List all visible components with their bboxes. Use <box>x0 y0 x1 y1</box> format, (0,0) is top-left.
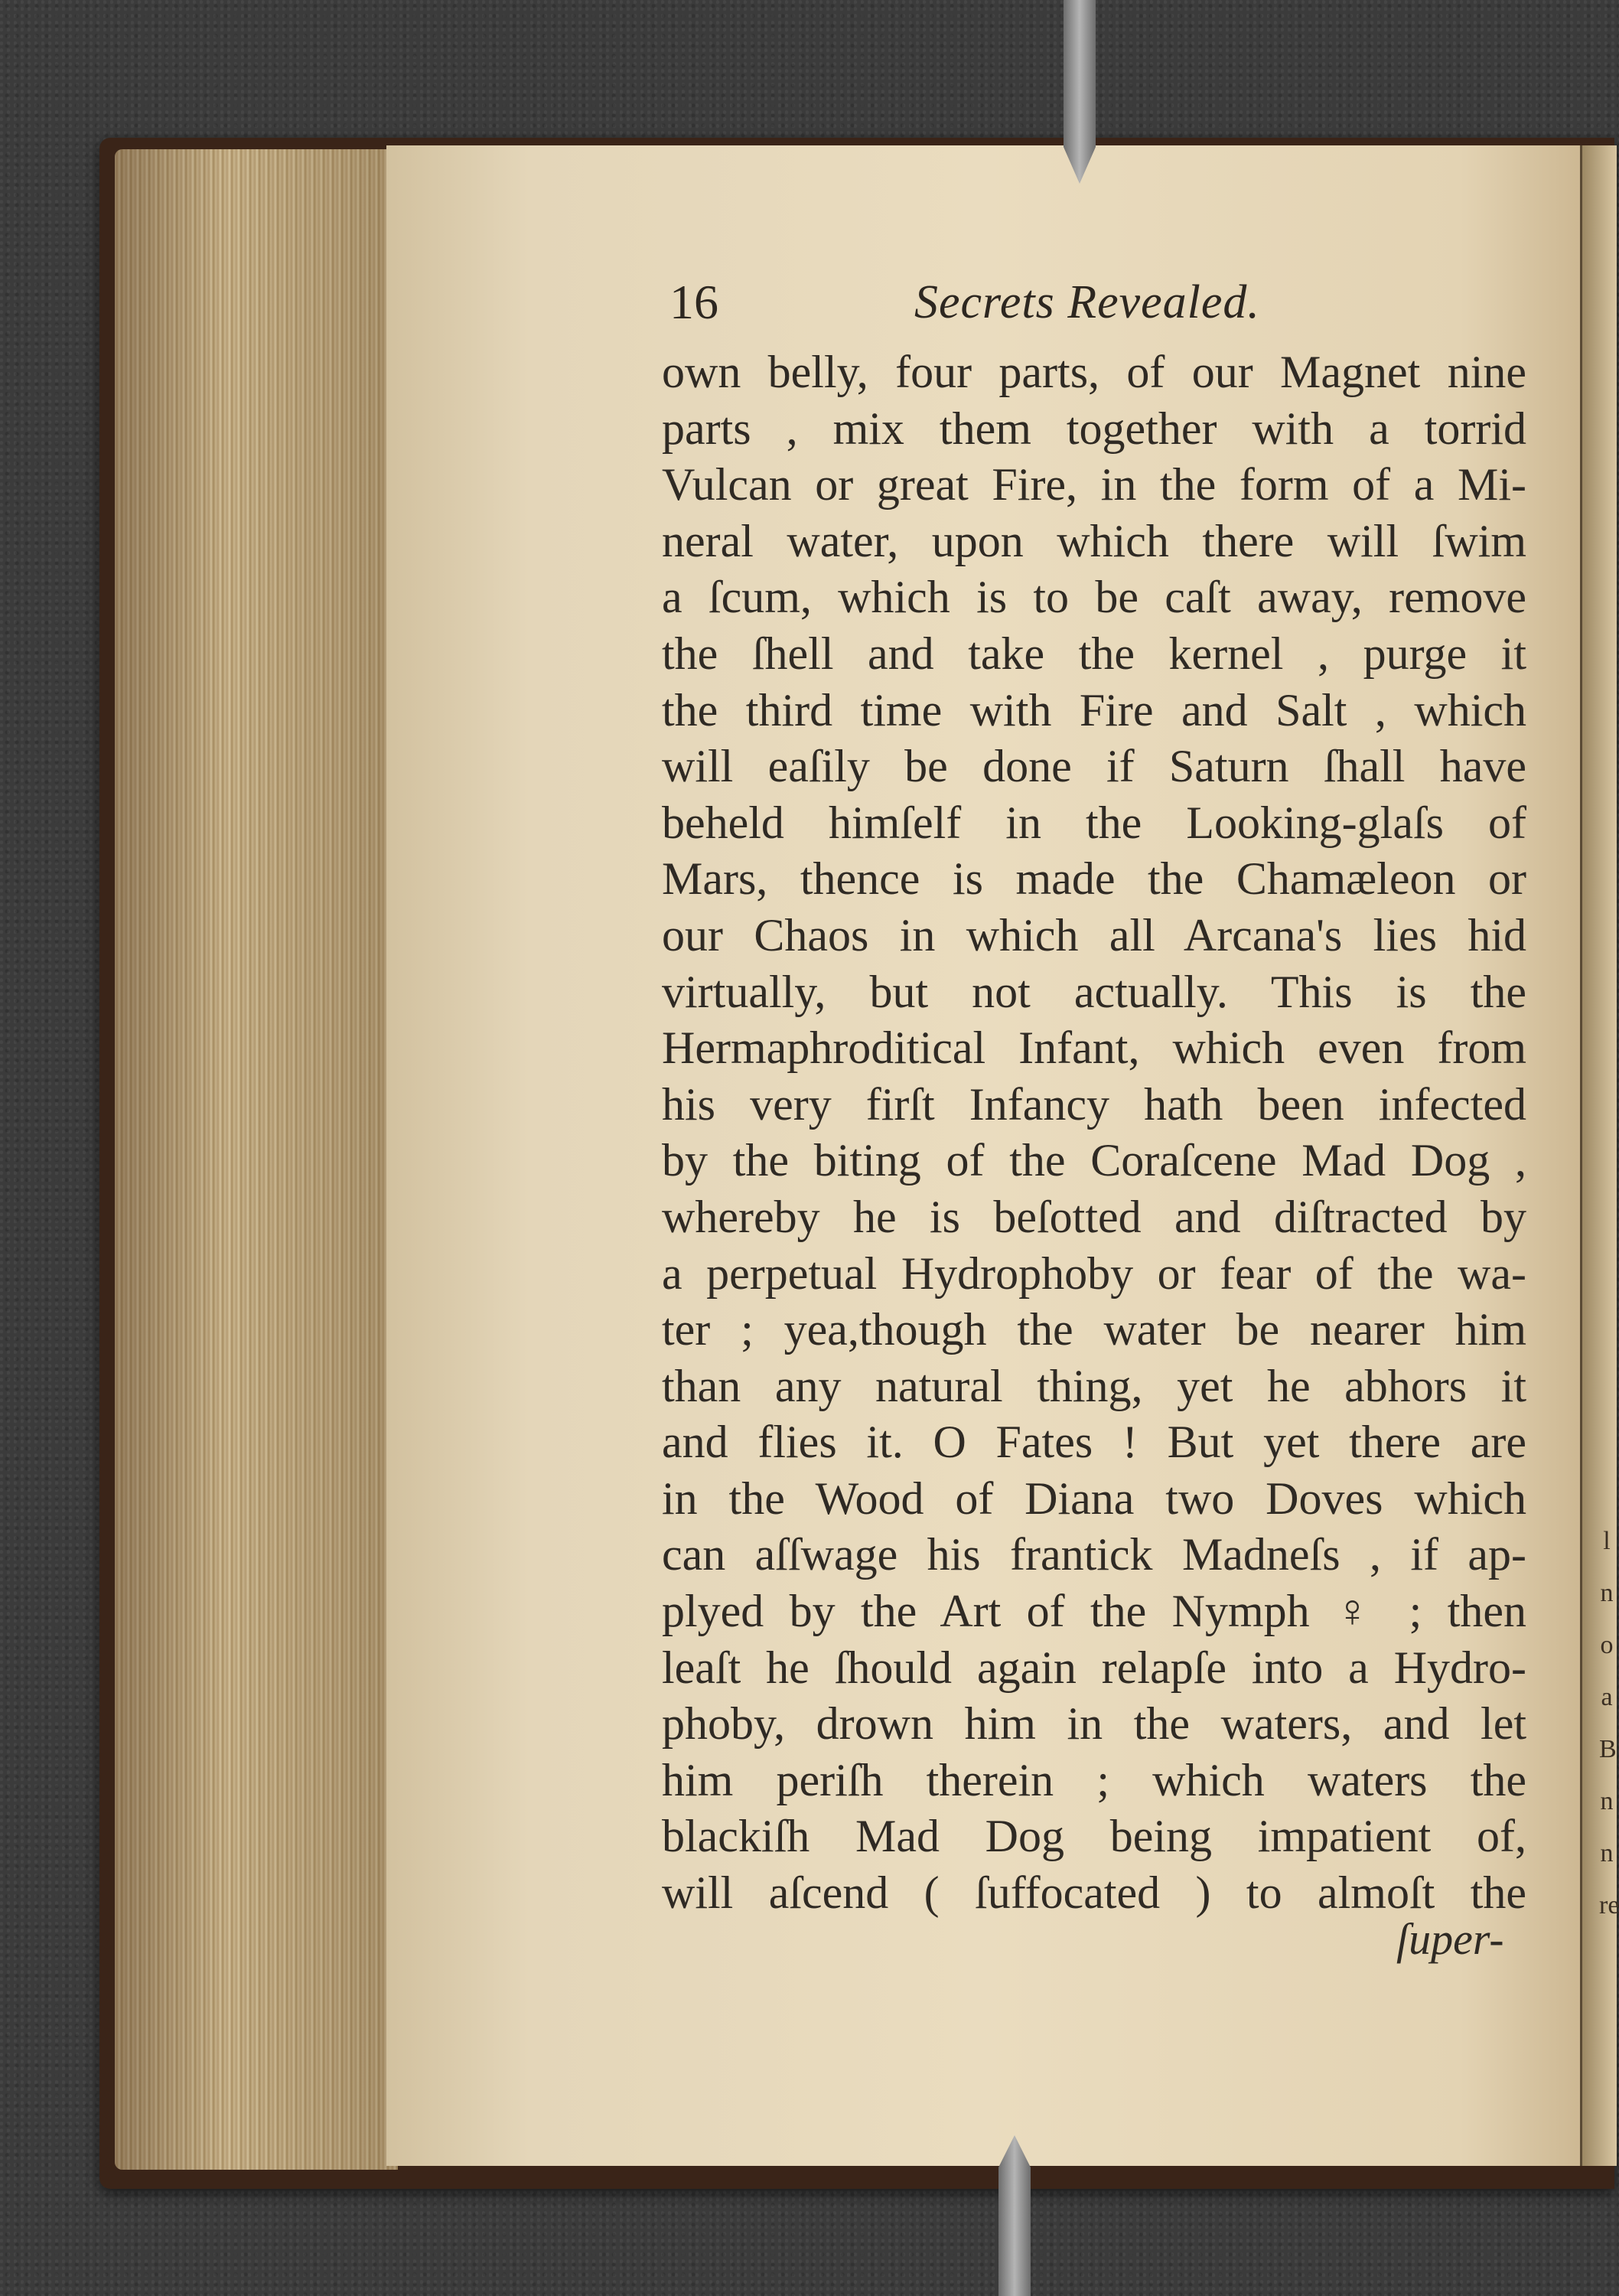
text-line: his very firſt Infancy hath been infected <box>662 1078 1526 1130</box>
text-line: him periſh therein ; which waters the <box>662 1754 1526 1805</box>
text-line: virtually, but not actually. This is the <box>662 966 1526 1017</box>
text-line: whereby he is beſotted and diſtracted by <box>662 1191 1526 1242</box>
facing-letter: re <box>1599 1891 1619 1919</box>
facing-letter: o <box>1600 1631 1614 1659</box>
text-line: the third time with Fire and Salt , which <box>662 684 1526 735</box>
page-edges <box>115 149 398 2170</box>
text-line: leaſt he ſhould again relapſe into a Hydro- <box>662 1642 1526 1693</box>
facing-letter: l <box>1603 1527 1611 1555</box>
text-line: parts , mix them together with a torrid <box>662 403 1526 454</box>
text-line: a ſcum, which is to be caſt away, remove <box>662 572 1526 623</box>
page-header <box>669 268 1503 337</box>
text-line: ter ; yea,though the water be nearer him <box>662 1304 1526 1355</box>
text-line: Vulcan or great Fire, in the form of a Mi- <box>662 459 1526 510</box>
text-line: in the Wood of Diana two Doves which <box>662 1473 1526 1524</box>
text-line: Mars, thence is made the Chamæleon or <box>662 853 1526 905</box>
page-clip-bottom <box>998 2135 1031 2296</box>
text-line: Hermaphroditical Infant, which even from <box>662 1022 1526 1074</box>
text-line: blackiſh Mad Dog being impatient of, <box>662 1811 1526 1862</box>
facing-letter: a <box>1601 1683 1613 1711</box>
text-line: beheld himſelf in the Looking-glaſs of <box>662 797 1526 848</box>
facing-page-letters <box>1599 1515 1619 1932</box>
text-line: can aſſwage his frantick Madneſs , if ap- <box>662 1529 1526 1580</box>
text-line: the ſhell and take the kernel , purge it <box>662 628 1526 679</box>
text-line: own belly, four parts, of our Magnet nine <box>662 347 1526 397</box>
text-line: will aſcend ( ſuffocated ) to almoſt the <box>662 1867 1526 1919</box>
catchword: ſuper- <box>1396 1914 1504 1964</box>
facing-letter: B <box>1599 1735 1617 1763</box>
text-line: and flies it. O Fates ! But yet there are <box>662 1417 1526 1468</box>
text-line: phoby, drown him in the waters, and let <box>662 1698 1526 1750</box>
text-line: by the biting of the Coraſcene Mad Dog , <box>662 1135 1526 1186</box>
facing-letter: n <box>1600 1579 1614 1607</box>
text-line: than any natural thing, yet he abhors it <box>662 1360 1526 1411</box>
page-number: 16 <box>669 275 718 329</box>
facing-letter: n <box>1600 1787 1614 1815</box>
text-line: will eaſily be done if Saturn ſhall have <box>662 741 1526 792</box>
page-clip-top <box>1064 0 1096 184</box>
facing-letter: n <box>1600 1839 1614 1867</box>
text-line: a perpetual Hydrophoby or fear of the wa- <box>662 1247 1526 1299</box>
text-line: plyed by the Art of the Nymph ♀ ; then <box>662 1586 1526 1637</box>
text-line: our Chaos in which all Arcana's lies hid <box>662 909 1526 960</box>
running-head: Secrets Revealed. <box>914 276 1260 328</box>
body-text <box>662 344 1526 1922</box>
text-line: neral water, upon which there will ſwim <box>662 515 1526 566</box>
